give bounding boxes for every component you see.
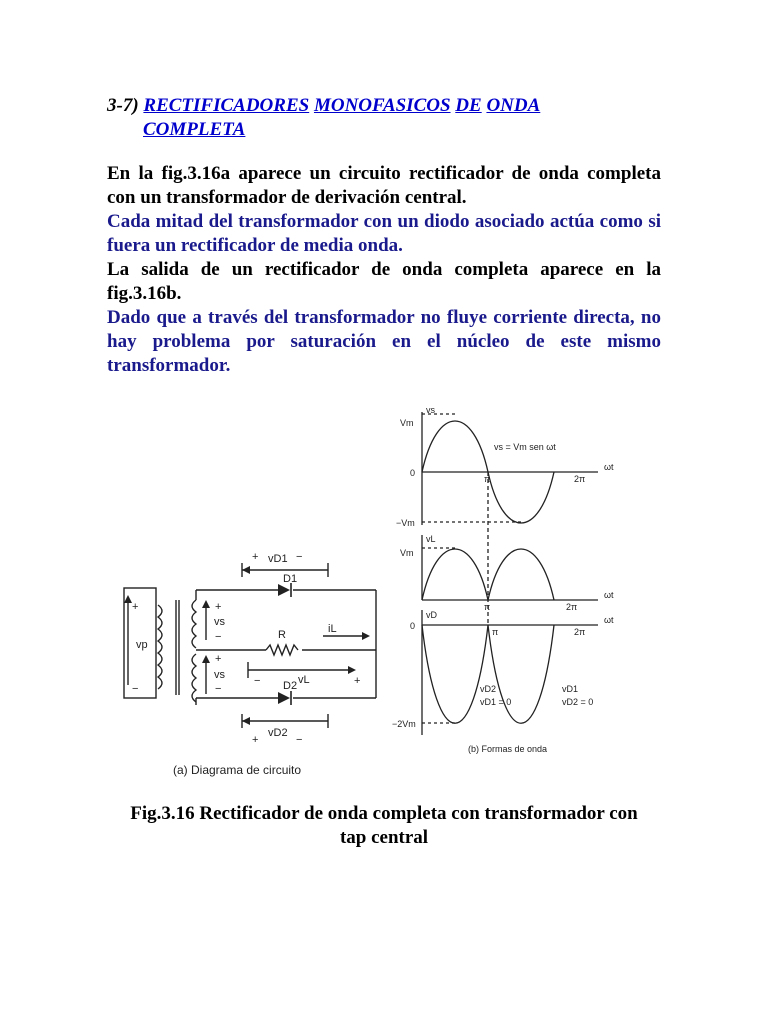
tick-pi-1: π [484,474,491,484]
label-minus-vs-top: − [215,631,222,643]
label-vl: vL [298,674,310,686]
caption-line-2: tap central [339,827,429,848]
label-d1: D1 [283,573,298,585]
label-plus-vp: + [132,601,139,613]
tick-2pi-2: 2π [566,602,578,612]
label-vd1: vD1 [268,553,288,565]
tick-neg-vm: −Vm [396,518,415,528]
equation-vs: vs = Vm sen ωt [494,442,556,452]
heading-link-monofasicos[interactable]: MONOFASICOS [313,95,451,116]
label-plus-vs-bottom: + [215,653,222,665]
secondary-coil-top [192,600,196,648]
label-waves-caption: (b) Formas de onda [468,744,548,754]
label-plus-vd2: + [252,734,259,746]
tick-2pi-3: 2π [574,627,586,637]
tick-zero-1: 0 [410,468,416,478]
label-plus-vl: + [354,675,361,687]
tick-2pi-1: 2π [574,474,586,484]
label-d2: D2 [283,680,298,692]
section-heading [107,94,667,142]
tick-pi-3: π [492,627,499,637]
paragraph-2: Cada mitad del transformador con un diodo asociado actúa como si fuera un rectificador de media onda. [107,211,661,256]
note-vd2: vD2 [480,684,497,694]
tick-vm-1: Vm [400,418,414,428]
label-minus-vp: − [132,683,139,695]
label-plus-vd1: + [252,551,259,563]
secondary-coil-bottom [192,654,196,702]
figure-drawing [118,400,638,785]
axis-label-vs: vs [426,405,435,415]
label-vs-bottom: vs [214,669,225,681]
label-r: R [278,629,286,641]
heading-link-onda[interactable]: ONDA [486,95,541,116]
diode-d1 [278,584,290,596]
heading-link-de[interactable]: DE [455,95,482,116]
heading-link-completa[interactable]: COMPLETA [143,119,246,140]
label-vd2: vD2 [268,727,288,739]
heading-link-rectificadores[interactable]: RECTIFICADORES [143,95,310,116]
body-text [107,162,661,378]
paragraph-4: Dado que a través del transformador no fluye corriente directa, no hay problema por saturación en el núcleo de este mismo transformador. [107,307,661,376]
paragraph-3: La salida de un rectificador de onda completa aparece en la fig.3.16b. [107,259,661,304]
note-vd2-eq-0: vD2 = 0 [562,697,594,707]
paragraph-1: En la fig.3.16a aparece un circuito rectificador de onda completa con un transformador de derivación central. [107,163,661,208]
resistor [266,645,298,655]
label-vs-top: vs [214,616,225,628]
axis-wt-2: ωt [604,590,614,600]
note-vd1-eq-0: vD1 = 0 [480,697,512,707]
tick-pi-2: π [484,602,491,612]
label-minus-vl: − [254,675,261,687]
axis-label-vd: vD [426,610,437,620]
figure-caption [107,802,661,850]
label-circuit-caption: (a) Diagrama de circuito [173,763,302,777]
axis-label-vl: vL [426,534,436,544]
axis-wt-3: ωt [604,615,614,625]
label-minus-vd2: − [296,734,303,746]
diode-d2 [278,692,290,704]
figure-3-16 [118,400,638,785]
label-plus-vs-top: + [215,601,222,613]
label-minus-vs-bottom: − [215,683,222,695]
label-minus-vd1: − [296,551,303,563]
note-vd1: vD1 [562,684,579,694]
axis-wt-1: ωt [604,462,614,472]
tick-neg-2vm: −2Vm [392,719,416,729]
wave-vd [422,625,554,723]
circuit-diagram [124,563,376,728]
caption-line-1: Fig.3.16 Rectificador de onda completa con transformador con [130,803,638,824]
label-vp: vp [136,639,148,651]
tick-vm-2: Vm [400,548,414,558]
label-il: iL [328,623,337,635]
primary-coil [158,605,162,689]
section-number: 3-7) [107,95,139,116]
tick-zero-3: 0 [410,621,416,631]
